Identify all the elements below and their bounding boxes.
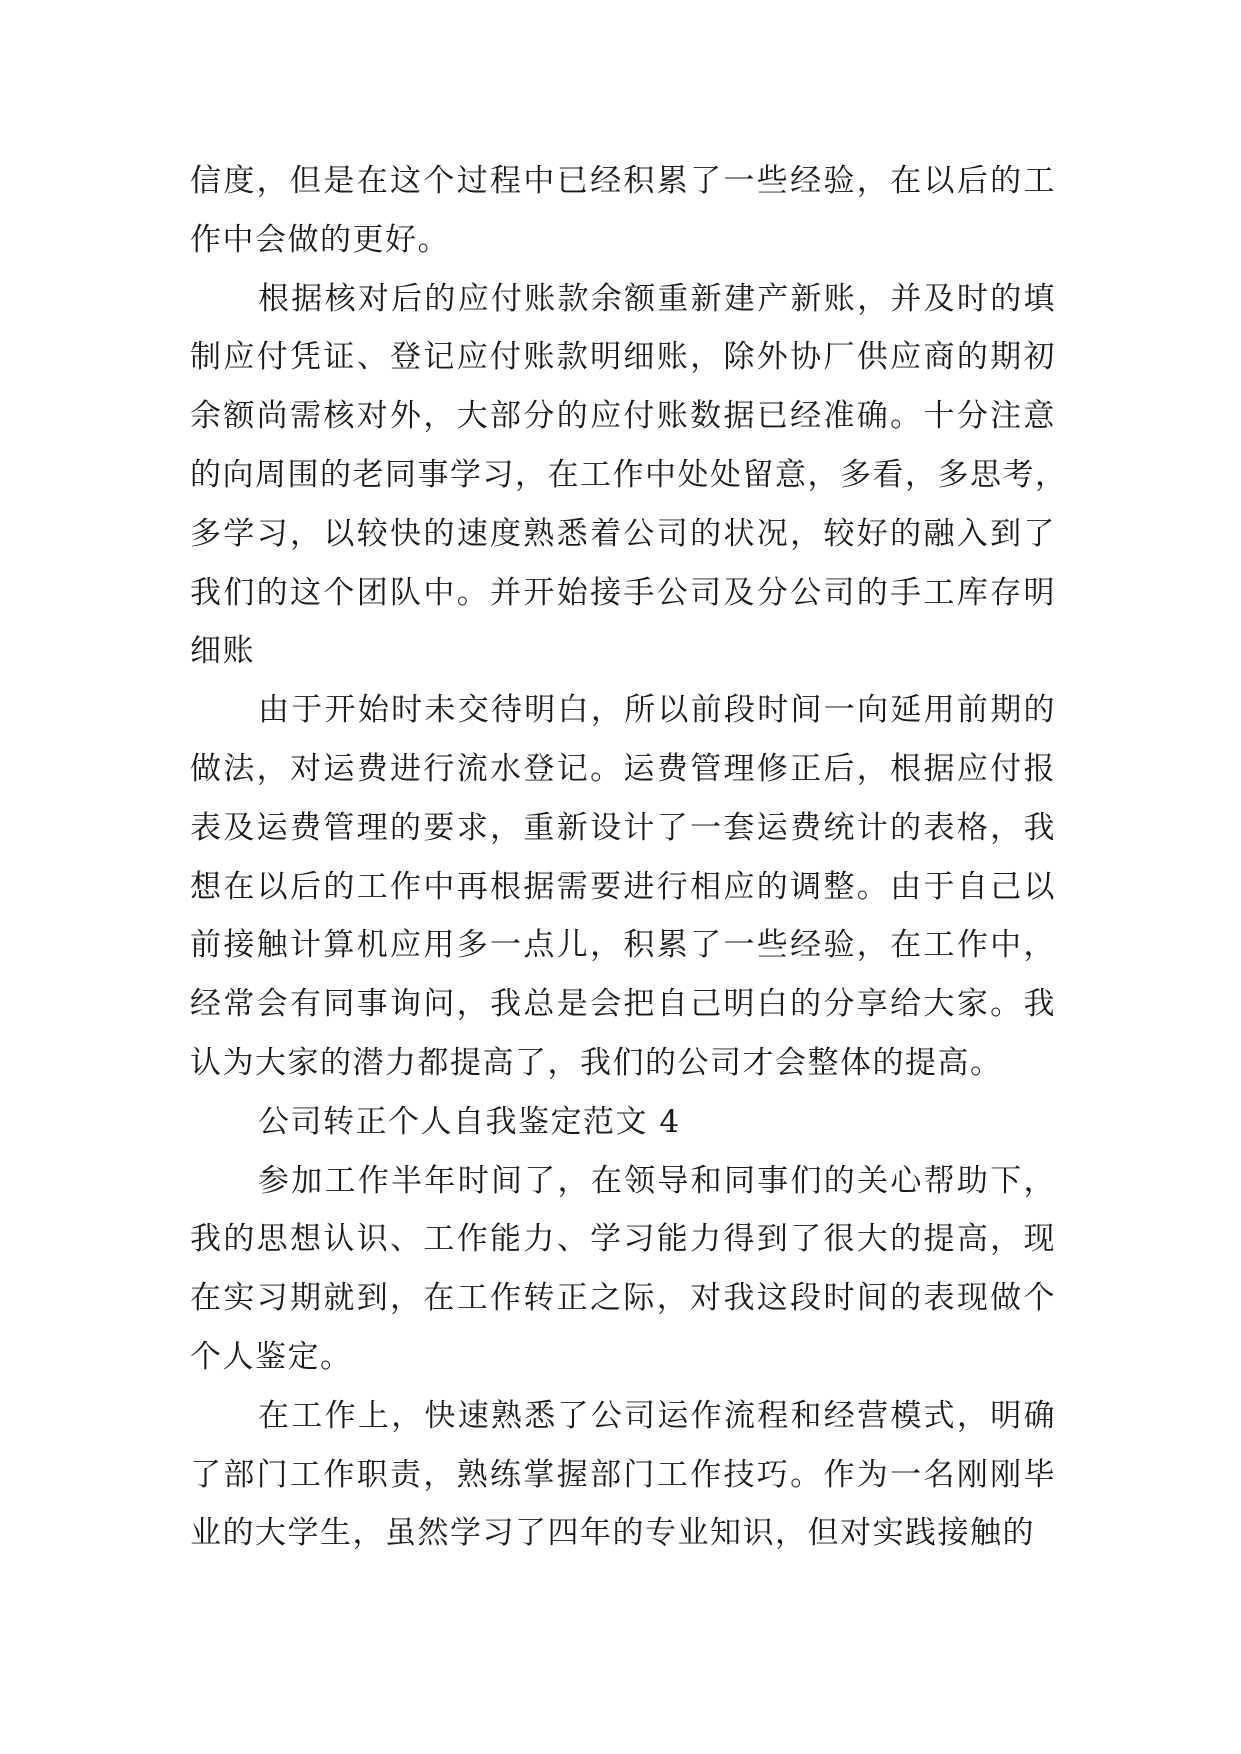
text-line: 在实习期就到，在工作转正之际，对我这段时间的表现做个	[190, 1280, 1056, 1317]
text-line: 在工作上，快速熟悉了公司运作流程和经营模式，明确	[258, 1397, 1056, 1434]
paragraph	[190, 1152, 1056, 1387]
text-line: 认为大家的潜力都提高了，我们的公司才会整体的提高。	[190, 1044, 1003, 1081]
text-line: 由于开始时未交待明白，所以前段时间一向延用前期的	[258, 692, 1056, 729]
text-line: 余额尚需核对外，大部分的应付账数据已经准确。十分注意	[190, 398, 1056, 435]
document-body	[190, 152, 1068, 1563]
paragraph	[190, 681, 1056, 1093]
text-line: 细账	[190, 633, 255, 670]
text-line: 我们的这个团队中。并开始接手公司及分公司的手工库存明	[190, 574, 1056, 611]
text-line: 的向周围的老同事学习，在工作中处处留意，多看，多思考，	[190, 456, 1068, 493]
text-line: 参加工作半年时间了，在领导和同事们的关心帮助下，	[258, 1162, 1056, 1199]
paragraph	[190, 152, 1056, 270]
text-line: 制应付凭证、登记应付账款明细账，除外协厂供应商的期初	[190, 339, 1056, 376]
text-line: 根据核对后的应付账款余额重新建产新账，并及时的填	[258, 280, 1056, 317]
text-line: 做法，对运费进行流水登记。运费管理修正后，根据应付报	[190, 750, 1056, 787]
section-heading: 公司转正个人自我鉴定范文 4	[258, 1103, 681, 1140]
text-line: 业的大学生，虽然学习了四年的专业知识，但对实践接触的	[190, 1515, 1035, 1552]
text-line: 经常会有同事询问，我总是会把自己明白的分享给大家。我	[190, 986, 1056, 1023]
text-line: 多学习，以较快的速度熟悉着公司的状况，较好的融入到了	[190, 515, 1056, 552]
paragraph	[190, 270, 1068, 682]
text-line: 我的思想认识、工作能力、学习能力得到了很大的提高，现	[190, 1221, 1056, 1258]
text-line: 作中会做的更好。	[190, 221, 450, 258]
text-line: 表及运费管理的要求，重新设计了一套运费统计的表格，我	[190, 809, 1056, 846]
text-line: 了部门工作职责，熟练掌握部门工作技巧。作为一名刚刚毕	[190, 1456, 1056, 1493]
text-line: 想在以后的工作中再根据需要进行相应的调整。由于自己以	[190, 868, 1056, 905]
text-line: 信度，但是在这个过程中已经积累了一些经验，在以后的工	[190, 163, 1056, 199]
text-line: 个人鉴定。	[190, 1338, 353, 1375]
paragraph	[190, 1387, 1056, 1563]
text-line: 前接触计算机应用多一点儿，积累了一些经验，在工作中，	[190, 927, 1056, 964]
